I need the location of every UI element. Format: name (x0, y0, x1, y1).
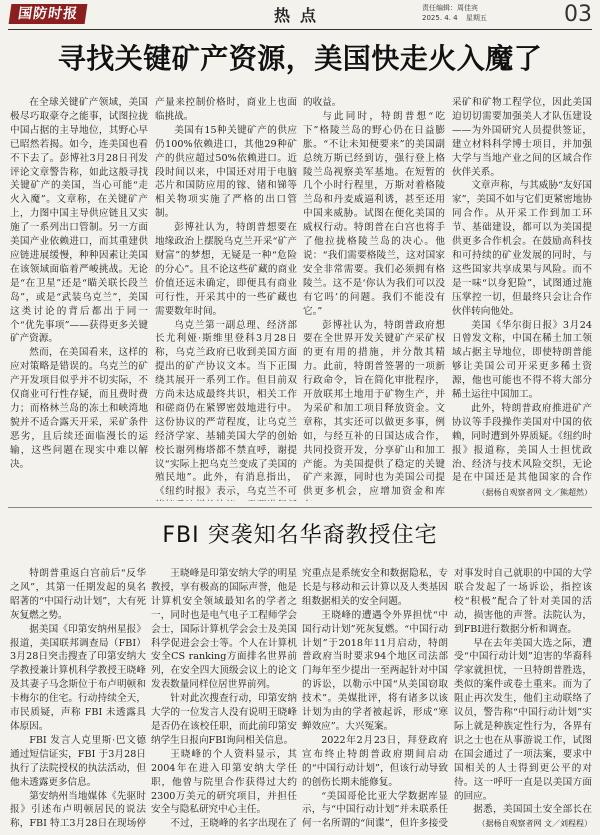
paragraph: 彭博社认为，特朗普政府想要在全世界开发关键矿产采矿权的更有用的措施，并分散其精力。此前，特朗普签署的一项新行政命令，旨在简化审批程序，开放联邦土地用于矿物生产，并为采矿和加工项目释放资金。文章称，其实还可以做更多事，例如，与经互补的日国达成合作，共同投资开发，分享矿山和加工产能。为美国提供了稳定的关键矿产来源，同时也为美国公司提供更多机会，应增加资金和库 (303, 319, 445, 498)
paragraph: 美国有15种关键矿产的供应仍100%依赖进口，其他29种矿产的供应超过50%依赖进口。近段时间以来，中国还对用于电脑芯片和国防应用的镓、锗和锑等相关物项实施了严格的出口管制。 (155, 124, 297, 220)
paragraph: 王晓峰是印第安纳大学的明星教授，享有极高的国际声誉，他是计算机安全领域最知名的学者之一，同时也是电气电子工程师学会会士，国际计算机学会会士及美国科学促进会会士等。个人在计算机安全CS ranking方面排名世界前列，在安全四大顶级会议上的论文发表数量同样位居世界前列。 (151, 568, 297, 691)
paragraph: 第安纳州当地媒体《先驱时报》引述布卢明顿居民的说法称，FBI 特工3月28日在现场停 (10, 790, 146, 829)
article2-column-3 (302, 567, 448, 829)
paragraph: 特朗普重返白宫前后“反华之风”，其第一任期发起的臭名昭著的“中国行动计划”，大有死灰复燃之势。 (10, 568, 146, 621)
paragraph: FBI 发言人克里斯·巴文德通过短信证实，FBI 于3月28日执行了法院授权的执法活动，但他未透露更多信息。 (10, 734, 146, 788)
editor-line: 责任编辑：周佳宾 (422, 4, 478, 12)
paragraph: 对事发时自己就职的中国的大学联合发起了一场诉讼，指控该校“积极”配合了针对美国的活动，损害他的声誉。法院认为，到FBI进行数据分析和调查。 (454, 568, 592, 635)
article2-headline: FBI 突袭知名华裔教授住宅 (162, 523, 438, 548)
paragraph: 早在去年美国大选之际，遭受“中国行动计划”迫害的华裔科学家就担忧，一旦特朗普胜选，类似的案件或卷土重来。而为了阻止再次发生，他们主动联络了议员，警告称“中国行动计划”实际上就是种族定性行为，各界有识之士也在从事游说工作，试图在国会通过了一项法案，要求中国相关的人士得到更公平的对待。这一呼吁一直是以美国方面的回应。 (454, 637, 592, 802)
issue-weekday: 星期五 (465, 14, 487, 22)
paragraph: 据美国《印第安纳州星报》报道，美国联邦调查局（FBI）3月28日突击搜查了印第安纳大学教授兼计算机科学教授王晓峰及其妻子马念斯位于布卢明顿和卡梅尔的住宅。行动持续全天，市民质疑，声称 FBI 未透露具体原因。 (10, 623, 146, 732)
article1-column-1 (10, 96, 148, 501)
article1-column-4 (452, 96, 592, 484)
paragraph: 彭博社认为，特朗普想要在地缘政治上摆脱乌克兰开采“矿产财富”的梦想，无疑是一种“危险的分心”。且不论这些矿藏的商业价值还远未确定，即便具有商业可行性，开采其中的一些矿藏也需要数年时间。 (155, 222, 297, 317)
article2-column-1 (10, 567, 146, 829)
paragraph: 据悉，美国国土安全部长在 (473, 804, 592, 815)
article1-headline: 寻找关键矿产资源，美国快走火入魔了 (57, 42, 543, 75)
paragraph: 的收益。 (303, 97, 342, 108)
article2-credit: （据杨自观察者网 文／刘程程） (477, 819, 592, 828)
paragraph: 与此同时，特朗普想“吃下”格陵兰岛的野心仍在日益膨胀。“不让未知便要来”的美国副总统万斯已经到访，强行登上格陵兰岛视察美军基地。在短暂的几个小时行程里，万斯对着格陵兰岛和丹麦威逼利诱，甚至还用中国来威胁。试图在便化美国的威权行动。特朗普在白宫也将手了他拉拢格陵兰岛的决心。他说：“我们需要格陵兰，这对国家安全非常需要。我们必须拥有格陵兰。这不是‘你认为我们可以没有它吗’的问题。我们不能没有它。” (303, 110, 445, 317)
date-line (422, 13, 562, 23)
article1-column-3 (303, 96, 445, 501)
paragraph: “美国哥伦比亚大学数据库显示，与“中国行动计划”并未联系任何一名所谓的“间谍”，但许多接受 (302, 790, 448, 829)
section-title: 热点 (273, 6, 326, 25)
paragraph: 2022年2月23日，拜登政府宣布终止特朗普政府期间启动的“中国行动计划”，但该行动导致的创伤长期未能修复。 (302, 734, 448, 788)
paragraph: 在全球关键矿产领域，美国极尽巧取豪夺之能事，试图拉拢中国占据的主导地位，其野心早已昭然若揭。如今，连美国也看不下去了。彭博社3月28日刊发评论文章警告称，如此这般寻找关键矿产的美国，当心可能“走火入魔”。文章称，在关键矿产上，力图中国主导供应链且又实施了一系列出口管制。另一方面美国产业依赖进口，而其重建供应链进展缓慢，种种因素让美国在该领域面临着严峻挑战。无论是“在卫星”还是“瞄关联长段兰岛”，或是“武装乌克兰”，美国这类讨论的背后都出于同一个“优先事项”——获得更多关键矿产资源。 (10, 97, 148, 345)
paragraph: 针对此次搜查行动，印第安纳大学的一位发言人没有说明王晓峰是否仍在该校任职，而此前印第安纳学生日报向FBI询问相关信息。 (151, 693, 297, 746)
article2-column-4 (454, 567, 592, 815)
paragraph: 究重点是系统安全和数据隐私，专长是与移动和云计算以及人类基因组数据相关的安全问题。 (302, 568, 448, 607)
section-divider (8, 507, 592, 508)
newspaper-logo: 国防时报 (9, 4, 88, 24)
article1-column-2 (155, 96, 297, 501)
article1-credit: （据杨自观察者网 文／熊超然） (477, 488, 592, 497)
paragraph: 产量来控制价格时，商业上也面临挑战。 (155, 97, 297, 122)
paragraph: 不过，王晓峰的名字出现在了 (170, 818, 297, 829)
paragraph: 乌克兰第一副总理、经济部长尤利娅·斯维里登科3月28日称，乌克兰政府已收到美国方面提出的矿产协议文本。当下正围绕其展开一系列工作。但目前双方尚未达成最终共识，相关工作和磋商仍在紧锣密鼓地进行中。这份协议的严苛程度，让乌克兰经济学家、基辅美国大学的创始校长谢列梅塔都不禁直呼，谢提议“实际上把乌克兰变成了美国的殖民地”。此外，有消息指出，《纽约时报》表示，乌克兰不可 (155, 319, 297, 498)
page-number: 03 (564, 2, 592, 27)
paragraph: 采矿和矿物工程学位，因此美国迫切切需要加强美人才队伍建设——为外国研究人员提供签证，建立材料科学博士项目，并加强大学与当地产业之间的区域合作伙伴关系。 (452, 97, 592, 178)
issue-date: 2025. 4. 4 (422, 14, 458, 22)
paragraph: 此外，特朗普政府推进矿产协议等手段操作美国对中国的依赖，同时遭到外界质疑。《纽约时报》报道称，美国人士担忧政治、经济与技术风险交织，无论是在中国还是其他国家的合作 (452, 402, 592, 484)
masthead (0, 0, 600, 30)
paragraph: 王晓峰的遭遇令外界担忧“中国行动计划”死灰复燃。“中国行动计划”于2018年11月启动，特朗普政府当时要求94个地区司法部门每年至少提出一至两起针对中国的诉讼，以勒示中国“从美国窃取技术”。美媒批评，将有诸多以该计划为由的学者被起诉，形成“寒蝉效应”。大兴冤案。 (302, 609, 448, 732)
paragraph: 然而，在美国看来，这样的应对策略是错误的。乌克兰的矿产开发项目似乎并不切实际，不仅商业可行性存疑，而且费时费力；而格林兰岛的冻土和峡湾地貌并不适合露天开采，采矿条件恶劣，且后续还面临漫长的运输，这些问题在现实中难以解决。 (10, 347, 148, 470)
paragraph: 美国《华尔街日报》3月24日曾发文称，中国在稀土加工领域占据主导地位，即使特朗普能够让美国公司开采更多稀土资源，他也可能也不得不将大部分稀土运往中国加工。 (452, 319, 592, 401)
paragraph: 王晓峰的个人资料显示，其2004年在进入印第安纳大学任职，他曾与院里合作获得过大约2300万美元的研究项目，并担任安全与隐私研究中心主任。 (151, 748, 297, 816)
paragraph: 文章声称，与其威胁“友好国家”，美国不如与它们更紧密地协同合作。从开采工作到加工环节、基础建设，都可以为美国提供更多合作机会。在鼓励高科技和可持续的矿业发展的同时，与这些国家共享成果与风险。而不是一味“以身犯险”，试图通过施压掌控一切，但最终只会让合作伙伴转向他处。 (452, 180, 592, 317)
header-meta (422, 3, 562, 23)
header-rule (8, 29, 592, 30)
article2-column-2 (151, 567, 297, 829)
